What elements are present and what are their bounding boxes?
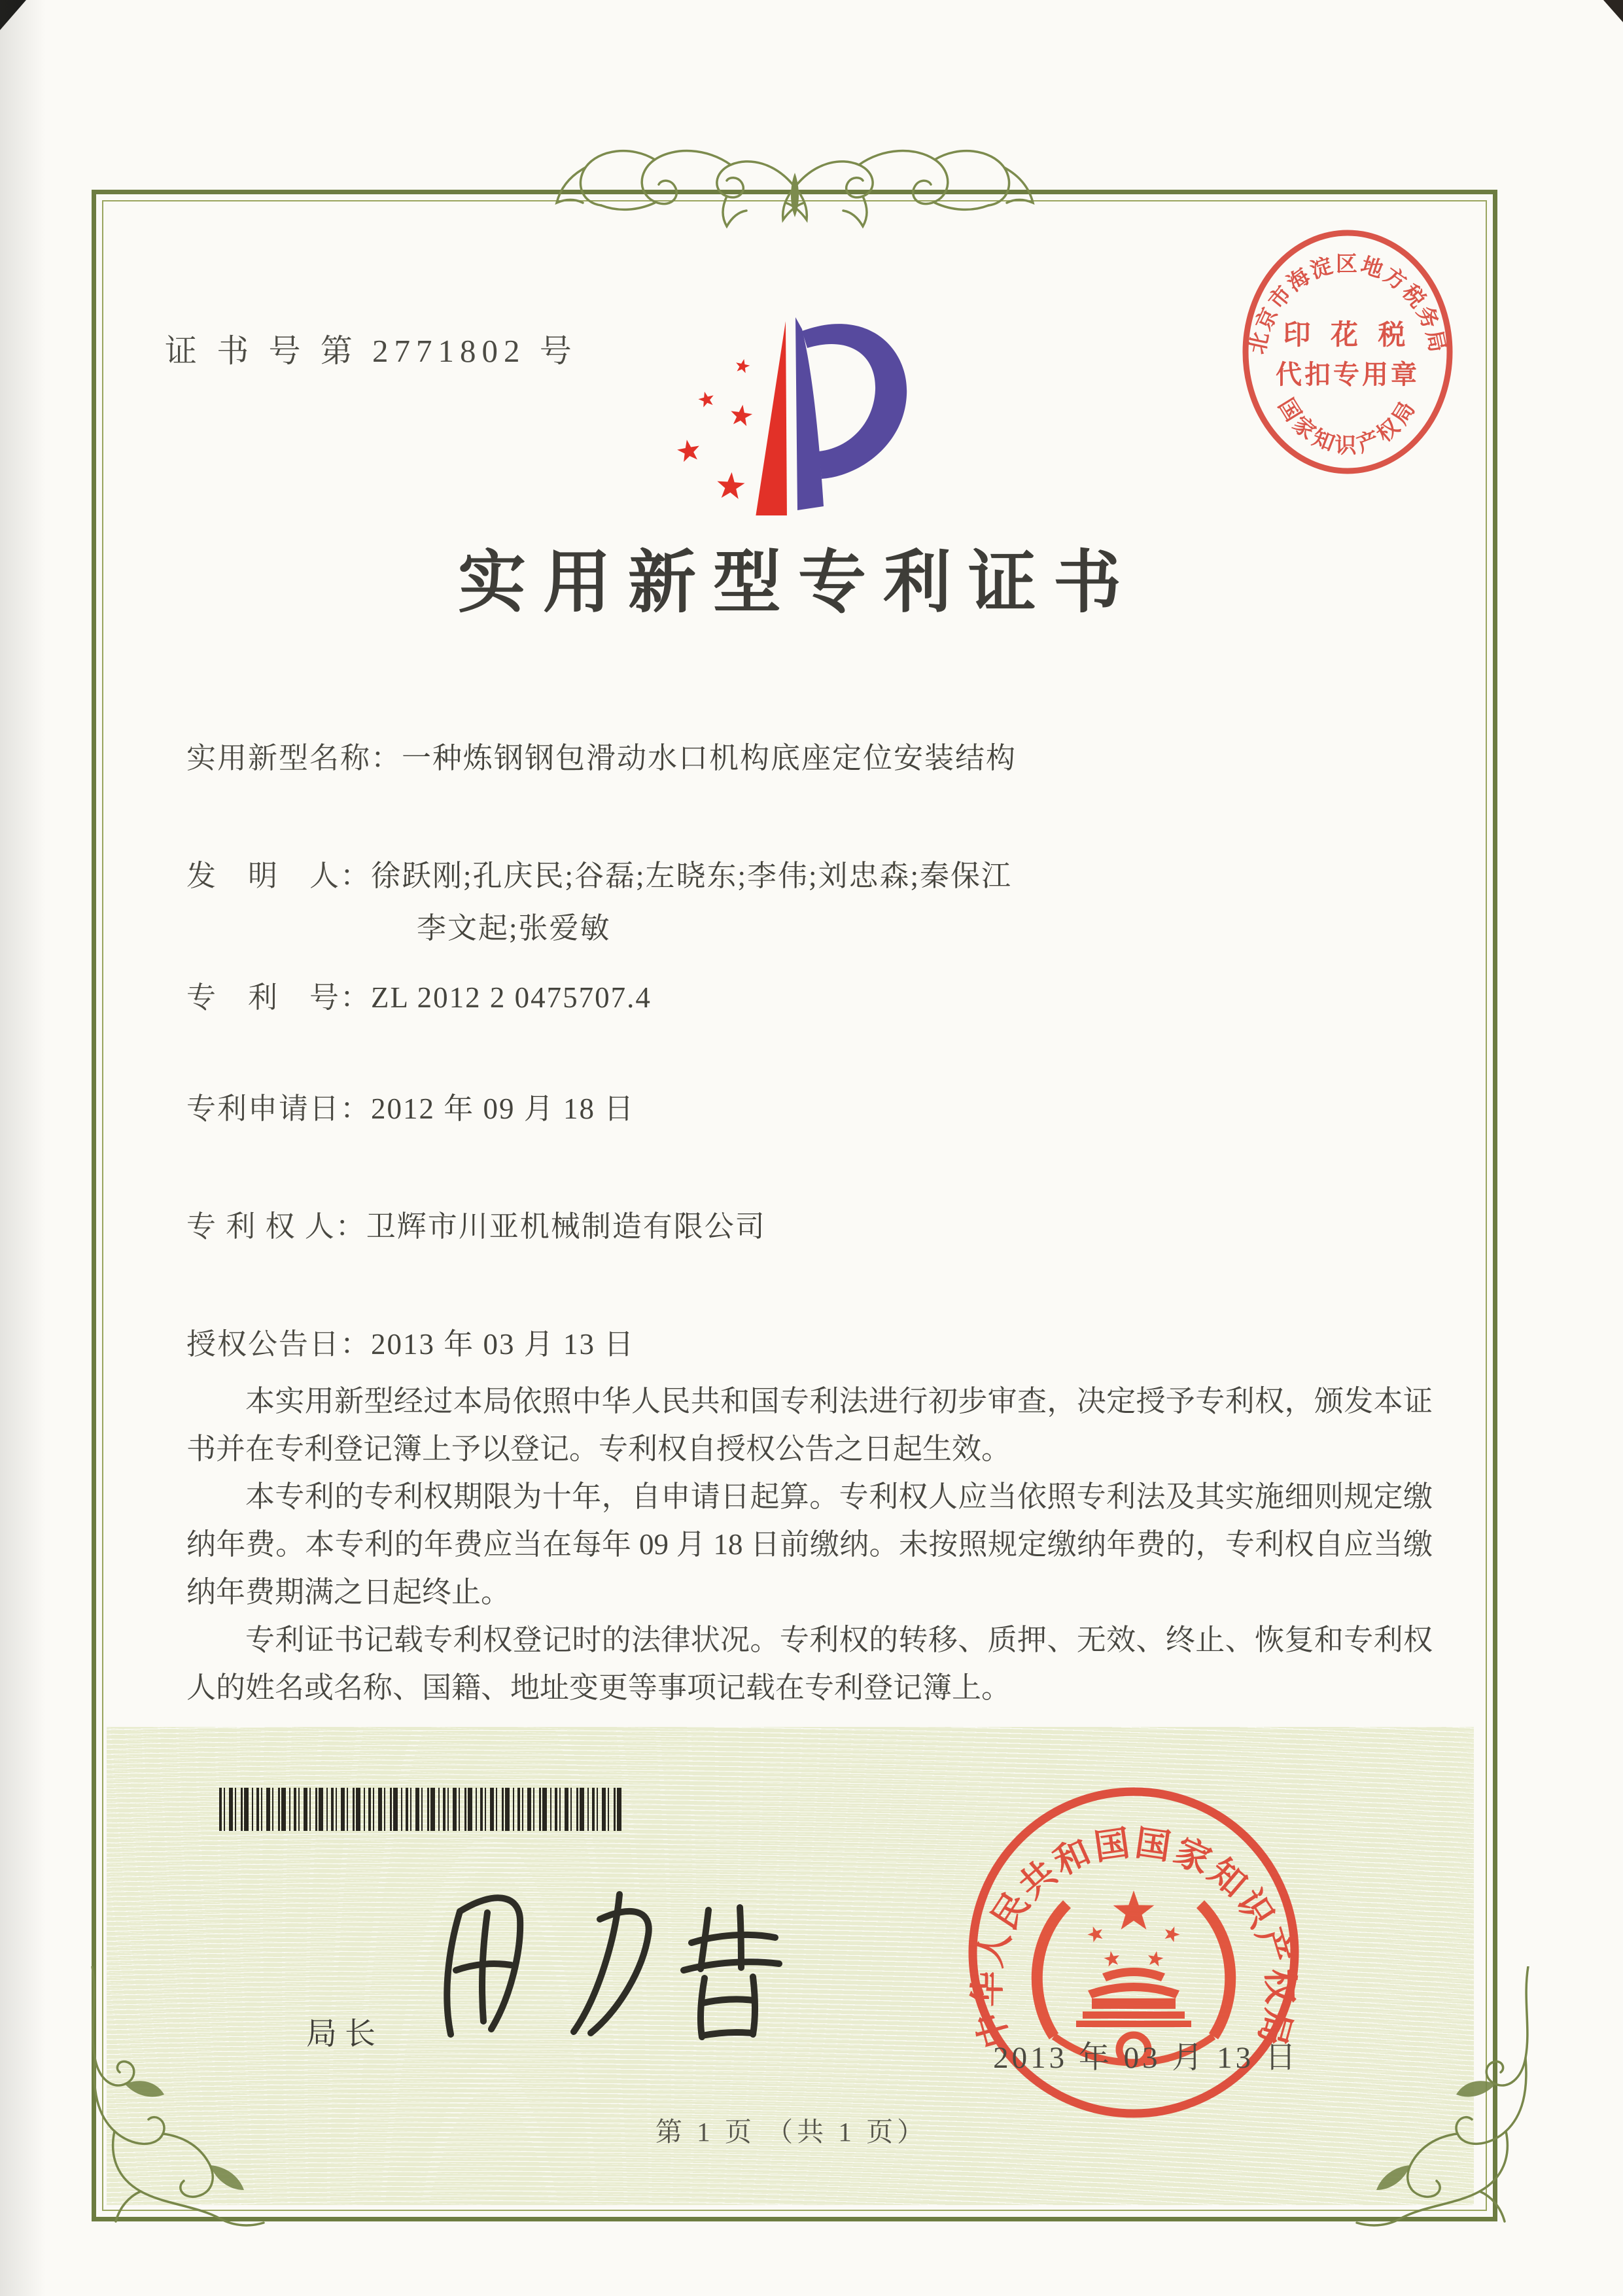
tax-stamp-arc-bottom: 国家知识产权局	[1273, 394, 1422, 458]
page-footer: 第 1 页 （共 1 页）	[655, 2117, 928, 2147]
field-label: 专 利 权 人：	[186, 1210, 366, 1243]
dragon-scroll-ornament-icon	[553, 143, 1037, 232]
field-inventors-line2	[417, 904, 611, 947]
field-inventors	[186, 852, 1012, 894]
field-label: 实用新型名称：	[186, 742, 402, 774]
certificate-number: 证 书 号 第 2771802 号	[165, 333, 578, 369]
field-grant-date	[186, 1320, 635, 1363]
field-value: 卫辉市川亚机械制造有限公司	[366, 1210, 766, 1243]
scan-artifact-top-right	[1603, 0, 1623, 22]
floral-corner-ornament-icon	[1352, 1966, 1535, 2235]
legal-paragraph-3: 专利证书记载专利权登记时的法律状况。专利权的转移、质押、无效、终止、恢复和专利权人的姓名或名称、国籍、地址变更等事项记载在专利登记簿上。	[186, 1624, 1433, 1704]
field-patent-number	[186, 973, 652, 1016]
certificate-title: 实用新型专利证书	[457, 546, 1138, 621]
floral-corner-ornament-icon	[86, 1966, 269, 2235]
legal-paragraph-2: 本专利的专利权期限为十年，自申请日起算。专利权人应当依照专利法及其实施细则规定缴纳年费。本专利的年费应当在每年 09 月 18 日前缴纳。未按照规定缴纳年费的，专利权自应当缴纳年费期满之日起终止。	[186, 1480, 1433, 1609]
tax-stamp-seal	[1236, 228, 1459, 489]
cnipa-ip-logo-icon	[674, 280, 922, 515]
field-label: 授权公告日：	[186, 1328, 372, 1361]
seal-ring-text: 中华人民共和国国家知识产权局	[968, 1823, 1300, 2053]
legal-paragraph-1: 本实用新型经过本局依照中华人民共和国专利法进行初步审查，决定授予专利权，颁发本证书并在专利登记簿上予以登记。专利权自授权公告之日起生效。	[186, 1385, 1433, 1465]
field-value: 2012 年 09 月 18 日	[371, 1092, 635, 1125]
field-value: ZL 2012 2 0475707.4	[371, 981, 652, 1014]
director-label: 局长	[306, 2017, 383, 2051]
field-label: 发 明 人：	[186, 860, 372, 892]
field-value: 李文起;张爱敏	[417, 912, 611, 945]
tax-stamp-arc-top: 北京市海淀区地方税务局	[1246, 252, 1450, 357]
field-value: 徐跃刚;孔庆民;谷磊;左晓东;李伟;刘忠森;秦保江	[371, 860, 1013, 892]
field-filing-date	[186, 1085, 635, 1127]
field-value: 2013 年 03 月 13 日	[371, 1328, 635, 1361]
scan-artifact-top-left	[0, 0, 26, 30]
scan-edge-shadow	[0, 0, 46, 2296]
svg-text:国家知识产权局	[1273, 394, 1422, 458]
tax-stamp-line1: 印 花 税	[1283, 321, 1412, 351]
legal-text-block	[186, 1378, 1433, 1712]
field-value: 一种炼钢钢包滑动水口机构底座定位安装结构	[402, 742, 1017, 774]
seal-date: 2013 年 03 月 13 日	[993, 2041, 1299, 2075]
director-signature	[383, 1872, 788, 2068]
field-label: 专利申请日：	[186, 1092, 372, 1125]
tax-stamp-line2: 代扣专用章	[1276, 360, 1420, 389]
field-patentee	[186, 1202, 766, 1245]
cnipa-official-seal	[951, 1769, 1317, 2136]
field-utility-model-name	[186, 734, 1017, 776]
barcode	[219, 1788, 622, 1831]
field-label: 专 利 号：	[186, 981, 372, 1014]
